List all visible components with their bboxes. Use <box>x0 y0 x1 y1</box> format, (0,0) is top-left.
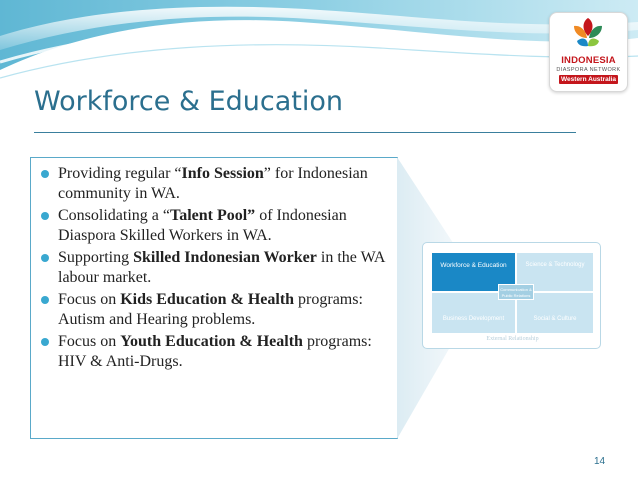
quadrant-social-culture: Social & Culture <box>517 293 593 333</box>
bullet-text: Focus on <box>58 291 121 308</box>
quadrant-business-development: Business Development <box>432 293 515 333</box>
bullet-list <box>31 158 397 372</box>
quadrant-science-technology: Science & Technology <box>517 253 593 291</box>
bullet-item <box>37 332 391 372</box>
bullet-emphasis: Info Session <box>181 165 264 182</box>
bullet-dot-icon <box>41 254 49 262</box>
bullet-dot-icon <box>41 338 49 346</box>
bullet-item <box>37 164 391 204</box>
bullet-text: Supporting <box>58 249 134 266</box>
bullet-text: of Indonesian Diaspora Skilled Workers in WA. <box>58 207 347 244</box>
program-areas-diagram <box>422 242 601 349</box>
bullet-text: programs: HIV & Anti-Drugs. <box>58 333 372 370</box>
bullet-emphasis: Skilled Indonesian Worker <box>133 249 317 266</box>
bullet-item <box>37 290 391 330</box>
logo-region-badge: Western Australia <box>559 75 618 84</box>
logo-subtitle: DIASPORA NETWORK <box>556 67 621 73</box>
bullet-emphasis: Kids Education & Health <box>120 291 295 308</box>
bullet-text: Consolidating a “ <box>58 207 170 224</box>
bullet-emphasis: Talent Pool” <box>169 207 256 224</box>
title-underline <box>34 132 576 133</box>
leaf-logo-icon <box>568 16 608 52</box>
bullet-text: programs: Autism and Hearing problems. <box>58 291 363 328</box>
bullet-emphasis: Youth Education & Health <box>120 333 303 350</box>
quadrant-workforce-education: Workforce & Education <box>432 253 515 291</box>
bullet-item <box>37 248 391 288</box>
external-relationship-label: External Relationship <box>486 336 539 342</box>
bullet-dot-icon <box>41 212 49 220</box>
center-communication-box: Communication & Public Relations <box>498 284 534 300</box>
bullet-dot-icon <box>41 170 49 178</box>
bullet-text: in the WA labour market. <box>58 249 385 286</box>
logo-title: INDONESIA <box>561 55 616 66</box>
organization-logo <box>549 12 628 92</box>
bullet-text: ” for Indonesian community in WA. <box>58 165 368 202</box>
bullet-item <box>37 206 391 246</box>
bullet-text: Focus on <box>58 333 121 350</box>
slide-title: Workforce & Education <box>34 86 343 117</box>
page-number: 14 <box>594 456 606 467</box>
bullet-list-box <box>30 157 398 439</box>
bullet-text: Providing regular “ <box>58 165 182 182</box>
bullet-dot-icon <box>41 296 49 304</box>
